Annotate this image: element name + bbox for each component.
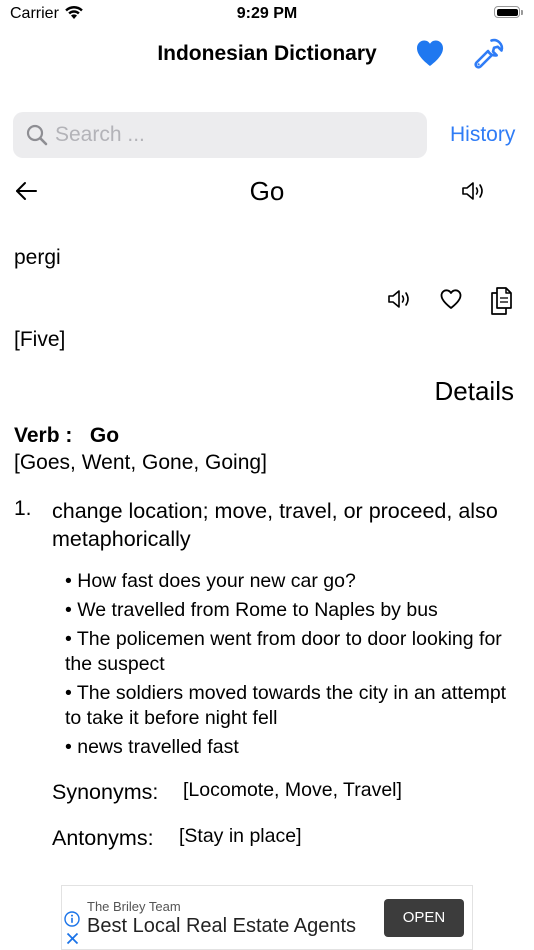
word-forms: [Goes, Went, Gone, Going] xyxy=(14,451,267,474)
ad-banner[interactable] xyxy=(61,885,473,950)
translation-text: pergi xyxy=(14,246,61,269)
antonyms-values: [Stay in place] xyxy=(179,825,302,847)
ad-info-icon[interactable] xyxy=(64,911,80,932)
synonyms-label: Synonyms: xyxy=(52,780,159,804)
example-item: • The policemen went from door to door looking for the suspect xyxy=(65,628,502,675)
ad-headline: Best Local Real Estate Agents xyxy=(87,915,357,937)
settings-wrench-icon[interactable] xyxy=(470,36,506,77)
speaker-icon[interactable] xyxy=(460,180,488,207)
bracket-word: [Five] xyxy=(14,328,66,351)
favorites-heart-icon[interactable] xyxy=(414,38,446,73)
status-bar xyxy=(0,0,534,28)
ad-close-icon[interactable] xyxy=(66,932,79,950)
clock-time: 9:29 PM xyxy=(236,5,298,22)
example-item: • The soldiers moved towards the city in an attempt to take it before night fell xyxy=(65,682,507,729)
sense-definition: change location; move, travel, or proceed, also metaphorically xyxy=(52,499,498,551)
search-icon xyxy=(25,123,49,152)
history-button[interactable]: History xyxy=(450,123,516,146)
copy-icon[interactable] xyxy=(488,286,514,321)
ad-advertiser: The Briley Team xyxy=(87,899,181,914)
antonyms-label: Antonyms: xyxy=(52,826,154,850)
app-title: Indonesian Dictionary xyxy=(157,42,377,65)
ad-open-button[interactable]: OPEN xyxy=(384,899,464,937)
favorite-heart-outline-icon[interactable] xyxy=(439,288,463,315)
synonyms-values: [Locomote, Move, Travel] xyxy=(183,779,402,801)
word-title: Go xyxy=(249,176,285,206)
example-item: • How fast does your new car go? xyxy=(65,570,356,592)
search-bar xyxy=(13,112,427,158)
carrier-label: Carrier xyxy=(10,5,59,22)
example-list xyxy=(65,569,525,764)
part-of-speech: Verb : Go xyxy=(14,424,120,447)
sense-number: 1. xyxy=(14,497,32,520)
details-heading: Details xyxy=(434,376,514,406)
translation-speaker-icon[interactable] xyxy=(386,288,414,315)
battery-icon xyxy=(494,6,524,20)
example-item: • news travelled fast xyxy=(65,736,239,758)
search-input[interactable] xyxy=(55,118,415,152)
example-item: • We travelled from Rome to Naples by bus xyxy=(65,599,438,621)
